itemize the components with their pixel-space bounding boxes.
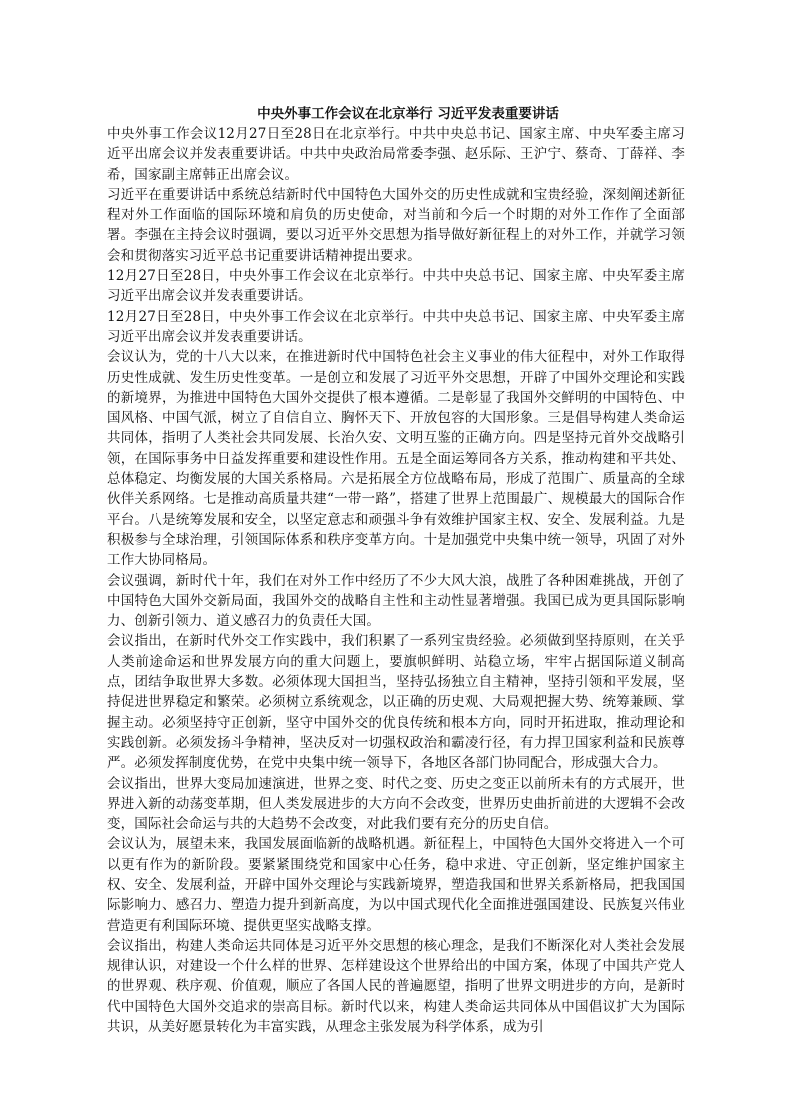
paragraph-9: 会议认为，展望未来，我国发展面临新的战略机遇。新征程上，中国特色大国外交将进入一个可以更有作为的新阶段。要紧紧围绕党和国家中心任务，稳中求进、守正创新，坚定维护国家主权、安全、发展利益，开辟中国外交理论与实践新境界，塑造我国和世界关系新格局，把我国国际影响力、感召力、塑造力提升到新高度，为以中国式现代化全面推进强国建设、民族复兴伟业营造更有利国际环境、提供更坚实战略支撑。 [107, 836, 685, 934]
paragraph-8: 会议指出，世界大变局加速演进，世界之变、时代之变、历史之变正以前所未有的方式展开，世界进入新的动荡变革期，但人类发展进步的大方向不会改变，世界历史曲折前进的大逻辑不会改变，国际社会命运与共的大趋势不会改变，对此我们要有充分的历史自信。 [107, 775, 685, 833]
paragraph-7: 会议指出，在新时代外交工作实践中，我们积累了一系列宝贵经验。必须做到坚持原则，在关乎人类前途命运和世界发展方向的重大问题上，要旗帜鲜明、站稳立场，牢牢占据国际道义制高点，团结争取世界大多数。必须体现大国担当，坚持弘扬独立自主精神，坚持引领和平发展，坚持促进世界稳定和繁荣。必须树立系统观念，以正确的历史观、大局观把握大势、统筹兼顾、掌握主动。必须坚持守正创新，坚守中国外交的优良传统和根本方向，同时开拓进取，推动理论和实践创新。必须发扬斗争精神，坚决反对一切强权政治和霸凌行径，有力捍卫国家利益和民族尊严。必须发挥制度优势，在党中央集中统一领导下，各地区各部门协同配合，形成强大合力。 [107, 633, 685, 772]
paragraph-10: 会议指出，构建人类命运共同体是习近平外交思想的核心理念，是我们不断深化对人类社会发展规律认识，对建设一个什么样的世界、怎样建设这个世界给出的中国方案，体现了中国共产党人的世界观、秩序观、价值观，顺应了各国人民的普遍愿望，指明了世界文明进步的方向，是新时代中国特色大国外交追求的崇高目标。新时代以来，构建人类命运共同体从中国倡议扩大为国际共识，从美好愿景转化为丰富实践，从理念主张发展为科学体系，成为引 [107, 937, 685, 1036]
paragraph-6: 会议强调，新时代十年，我们在对外工作中经历了不少大风大浪，战胜了各种困难挑战，开创了中国特色大国外交新局面，我国外交的战略自主性和主动性显著增强。我国已成为更具国际影响力、创新引领力、道义感召力的负责任大国。 [107, 572, 685, 630]
paragraph-2: 习近平在重要讲话中系统总结新时代中国特色大国外交的历史性成就和宝贵经验，深刻阐述新征程对外工作面临的国际环境和肩负的历史使命，对当前和今后一个时期的对外工作作了全面部署。李强在主持会议时强调，要以习近平外交思想为指导做好新征程上的对外工作，并就学习领会和贯彻落实习近平总书记重要讲话精神提出要求。 [107, 186, 685, 264]
document-page [107, 104, 685, 1037]
document-title: 中央外事工作会议在北京举行 习近平发表重要讲话 [257, 106, 559, 122]
paragraph-4: 12月27日至28日，中央外事工作会议在北京举行。中共中央总书记、国家主席、中央军委主席习近平出席会议并发表重要讲话。 [107, 308, 685, 345]
paragraph-5: 会议认为，党的十八大以来，在推进新时代中国特色社会主义事业的伟大征程中，对外工作取得历史性成就、发生历史性变革。一是创立和发展了习近平外交思想，开辟了中国外交理论和实践的新境界，为推进中国特色大国外交提供了根本遵循。二是彰显了我国外交鲜明的中国特色、中国风格、中国气派，树立了自信自立、胸怀天下、开放包容的大国形象。三是倡导构建人类命运共同体，指明了人类社会共同发展、长治久安、文明互鉴的正确方向。四是坚持元首外交战略引领，在国际事务中日益发挥重要和建设性作用。五是全面运筹同各方关系，推动构建和平共处、总体稳定、均衡发展的大国关系格局。六是拓展全方位战略布局，形成了范围广、质量高的全球伙伴关系网络。七是推动高质量共建“一带一路”，搭建了世界上范围最广、规模最大的国际合作平台。八是统筹发展和安全，以坚定意志和顽强斗争有效维护国家主权、安全、发展利益。九是积极参与全球治理，引领国际体系和秩序变革方向。十是加强党中央集中统一领导，巩固了对外工作大协同格局。 [107, 349, 685, 569]
paragraph-1: 中央外事工作会议12月27日至28日在北京举行。中共中央总书记、国家主席、中央军委主席习近平出席会议并发表重要讲话。中共中央政治局常委李强、赵乐际、王沪宁、蔡奇、丁薛祥、李希，国家副主席韩正出席会议。 [107, 126, 685, 183]
paragraph-3: 12月27日至28日，中央外事工作会议在北京举行。中共中央总书记、国家主席、中央军委主席习近平出席会议并发表重要讲话。 [107, 268, 685, 305]
